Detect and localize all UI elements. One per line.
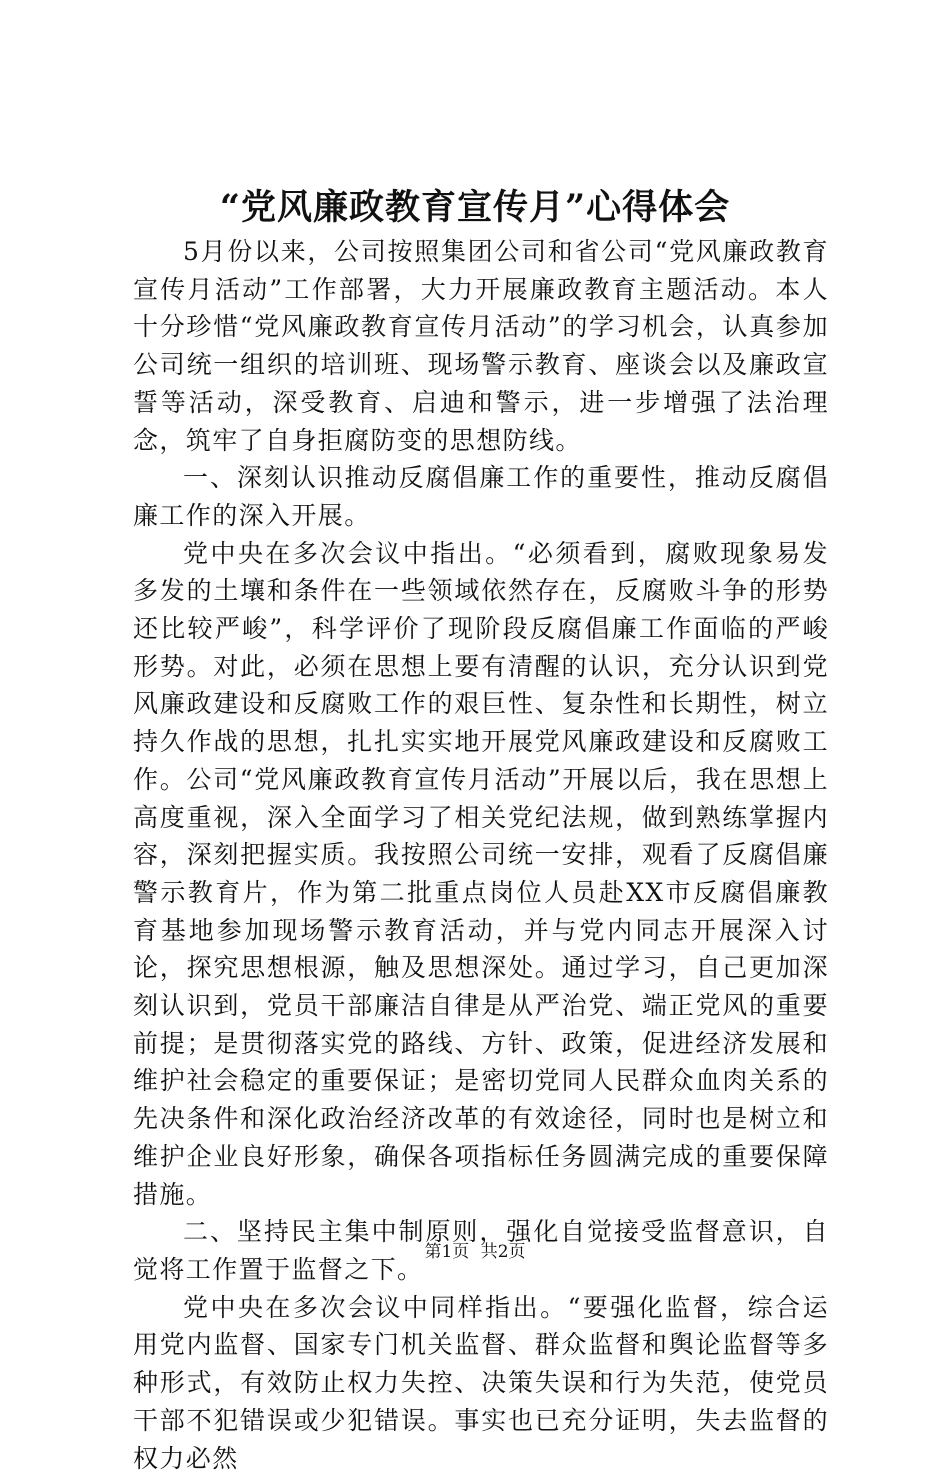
paragraph-section-one: 党中央在多次会议中指出。“必须看到，腐败现象易发多发的土壤和条件在一些领域依然存在，反腐败斗争的形势还比较严峻”，科学评价了现阶段反腐倡廉工作面临的严峻形势。对此，必须在思想上要有清醒的认识，充分认识到党风廉政建设和反腐败工作的艰巨性、复杂性和长期性，树立持久作战的思想，扎扎实实地开展党风廉政建设和反腐败工作。公司“党风廉政教育宣传月活动”开展以后，我在思想上高度重视，深入全面学习了相关党纪法规，做到熟练掌握内容，深刻把握实质。我按照公司统一安排，观看了反腐倡廉警示教育片，作为第二批重点岗位人员赴XX市反腐倡廉教育基地参加现场警示教育活动，并与党内同志开展深入讨论，探究思想根源，触及思想深处。通过学习，自己更加深刻认识到，党员干部廉洁自律是从严治党、端正党风的重要前提；是贯彻落实党的路线、方针、政策，促进经济发展和维护社会稳定的重要保证；是密切党同人民群众血肉关系的先决条件和深化政治经济改革的有效途径，同时也是树立和维护企业良好形象，确保各项指标任务圆满完成的重要保障措施。: [133, 538, 829, 1209]
paragraph-section-two: 党中央在多次会议中同样指出。“要强化监督，综合运用党内监督、国家专门机关监督、群众监督和舆论监督等多种形式，有效防止权力失控、决策失误和行为失范，使党员干部不犯错误或少犯错误。事实也已充分证明，失去监督的权力必然: [133, 1292, 829, 1473]
document-body: [133, 233, 829, 1477]
document-title: “党风廉政教育宣传月”心得体会: [219, 187, 731, 228]
page-footer: [0, 1240, 950, 1264]
paragraph-intro: 5月份以来，公司按照集团公司和省公司“党风廉政教育宣传月活动”工作部署，大力开展廉政教育主题活动。本人十分珍惜“党风廉政教育宣传月活动”的学习机会，认真参加公司统一组织的培训班、现场警示教育、座谈会以及廉政宣誓等活动，深受教育、启迪和警示，进一步增强了法治理念，筑牢了自身拒腐防变的思想防线。: [133, 237, 829, 455]
page-number-total: 共2页: [480, 1242, 526, 1262]
page-number-current: 第1页: [424, 1242, 470, 1262]
section-heading-two: 二、坚持民主集中制原则，强化自觉接受监督意识，自觉将工作置于监督之下。: [133, 1217, 829, 1284]
section-heading-one: 一、深刻认识推动反腐倡廉工作的重要性，推动反腐倡廉工作的深入开展。: [133, 463, 829, 530]
